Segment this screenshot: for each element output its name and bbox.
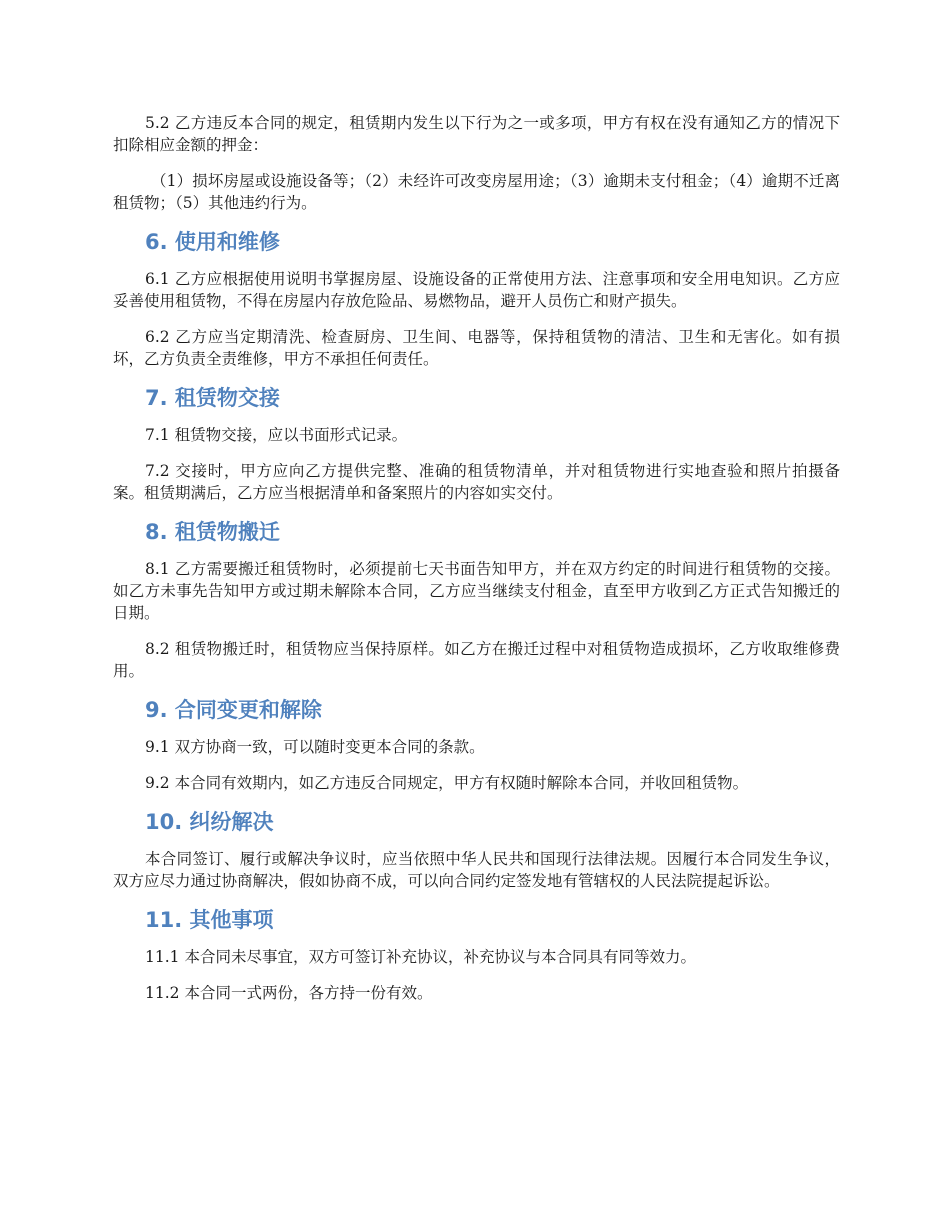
- clause-7-1: 7.1 租赁物交接，应以书面形式记录。: [145, 426, 408, 444]
- section-heading-11: 11. 其他事项: [145, 908, 274, 932]
- clause-6-1: 6.1 乙方应根据使用说明书掌握房屋、设施设备的正常使用方法、注意事项和安全用电知识。乙方应妥善使用租赁物，不得在房屋内存放危险品、易燃物品，避开人员伤亡和财产损失。: [113, 270, 840, 310]
- clause-5-2-items: （1）损坏房屋或设施设备等；（2）未经许可改变房屋用途；（3）逾期未支付租金；（4）逾期不迁离租赁物；（5）其他违约行为。: [113, 172, 840, 212]
- clause-11-2: 11.2 本合同一式两份，各方持一份有效。: [145, 984, 433, 1002]
- clause-8-2: 8.2 租赁物搬迁时，租赁物应当保持原样。如乙方在搬迁过程中对租赁物造成损坏，乙方收取维修费用。: [113, 640, 840, 680]
- clause-8-1: 8.1 乙方需要搬迁租赁物时，必须提前七天书面告知甲方，并在双方约定的时间进行租赁物的交接。如乙方未事先告知甲方或过期未解除本合同，乙方应当继续支付租金，直至甲方收到乙方正式告知搬迁的日期。: [113, 560, 840, 622]
- clause-5-2: 5.2 乙方违反本合同的规定，租赁期内发生以下行为之一或多项，甲方有权在没有通知乙方的情况下扣除相应金额的押金：: [113, 114, 840, 154]
- section-heading-10: 10. 纠纷解决: [145, 810, 274, 834]
- clause-10: 本合同签订、履行或解决争议时，应当依照中华人民共和国现行法律法规。因履行本合同发生争议，双方应尽力通过协商解决，假如协商不成，可以向合同约定签发地有管辖权的人民法院提起诉讼。: [113, 850, 840, 890]
- section-heading-7: 7. 租赁物交接: [145, 386, 280, 410]
- clause-9-2: 9.2 本合同有效期内，如乙方违反合同规定，甲方有权随时解除本合同，并收回租赁物。: [145, 774, 749, 792]
- clause-9-1: 9.1 双方协商一致，可以随时变更本合同的条款。: [145, 738, 485, 756]
- section-heading-6: 6. 使用和维修: [145, 230, 280, 254]
- clause-6-2: 6.2 乙方应当定期清洗、检查厨房、卫生间、电器等，保持租赁物的清洁、卫生和无害化。如有损坏，乙方负责全责维修，甲方不承担任何责任。: [113, 328, 840, 368]
- section-heading-8: 8. 租赁物搬迁: [145, 520, 280, 544]
- document-page: [113, 112, 840, 1018]
- clause-11-1: 11.1 本合同未尽事宜，双方可签订补充协议，补充协议与本合同具有同等效力。: [145, 948, 696, 966]
- section-heading-9: 9. 合同变更和解除: [145, 698, 322, 722]
- clause-7-2: 7.2 交接时，甲方应向乙方提供完整、准确的租赁物清单，并对租赁物进行实地查验和照片拍摄备案。租赁期满后，乙方应当根据清单和备案照片的内容如实交付。: [113, 462, 840, 502]
